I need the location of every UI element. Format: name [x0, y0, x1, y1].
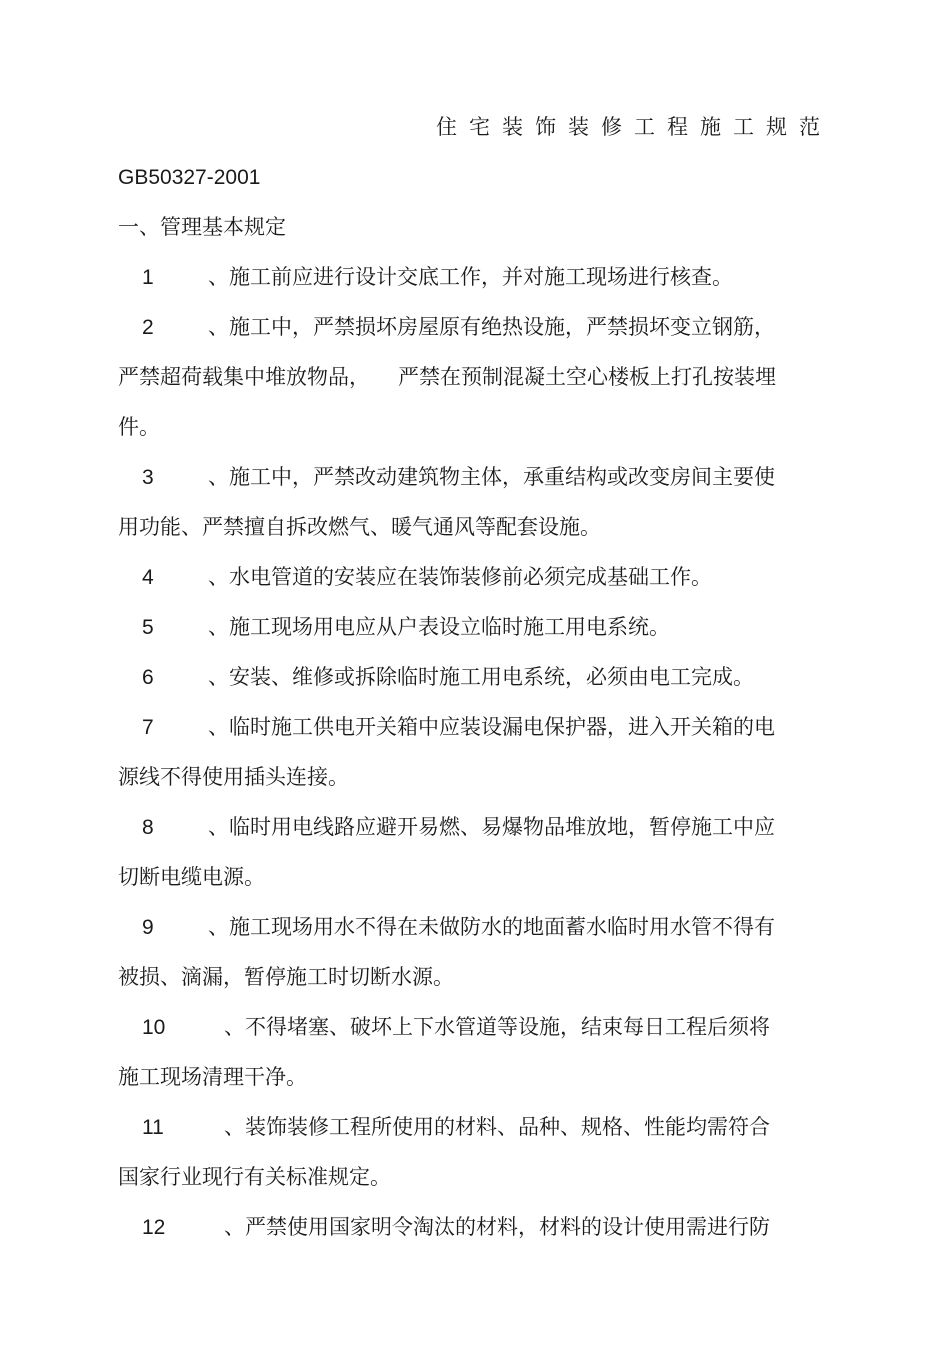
item-number: 9 [142, 916, 154, 939]
list-item-continuation [118, 762, 349, 792]
item-number: 12 [142, 1216, 166, 1239]
item-number: 6 [142, 666, 154, 689]
item-text: 施工现场清理干净。 [118, 1065, 307, 1089]
item-text: 用功能、严禁擅自拆改燃气、暖气通风等配套设施。 [118, 515, 601, 539]
list-item [118, 462, 775, 492]
item-text: 严禁在预制混凝土空心楼板上打孔按装埋 [398, 365, 776, 389]
item-text: 严禁超荷载集中堆放物品， [118, 365, 370, 389]
item-text: 、水电管道的安装应在装饰装修前必须完成基础工作。 [208, 565, 712, 589]
list-item [118, 1012, 770, 1042]
item-number: 5 [142, 616, 154, 639]
list-item [118, 562, 712, 592]
list-item [118, 1212, 770, 1242]
item-text: 国家行业现行有关标准规定。 [118, 1165, 391, 1189]
list-item-continuation [118, 1162, 391, 1192]
list-item-continuation [118, 862, 265, 892]
item-text: 、装饰装修工程所使用的材料、品种、规格、性能均需符合 [224, 1115, 770, 1139]
item-text: 源线不得使用插头连接。 [118, 765, 349, 789]
item-number: 1 [142, 266, 154, 289]
item-number: 4 [142, 566, 154, 589]
item-text: 、临时施工供电开关箱中应装设漏电保护器，进入开关箱的电 [208, 715, 775, 739]
item-number: 8 [142, 816, 154, 839]
item-number: 11 [142, 1116, 164, 1139]
list-item [118, 712, 775, 742]
list-item [118, 812, 775, 842]
item-text: 、不得堵塞、破坏上下水管道等设施，结束每日工程后须将 [224, 1015, 770, 1039]
list-item-continuation [118, 412, 160, 442]
section-heading: 一、管理基本规定 [118, 215, 286, 239]
standard-code: GB50327-2001 [118, 166, 261, 189]
list-item [118, 312, 775, 342]
list-item-continuation [118, 362, 776, 392]
item-text: 、施工现场用电应从户表设立临时施工用电系统。 [208, 615, 670, 639]
item-number: 2 [142, 316, 154, 339]
document-title: 住宅装饰装修工程施工规范 [436, 115, 832, 139]
list-item-continuation [118, 962, 454, 992]
item-text: 、施工中，严禁损坏房屋原有绝热设施，严禁损坏变立钢筋， [208, 315, 775, 339]
list-item-continuation [118, 512, 601, 542]
item-text: 、临时用电线路应避开易燃、易爆物品堆放地，暂停施工中应 [208, 815, 775, 839]
item-text: 件。 [118, 415, 160, 439]
list-item-continuation [118, 1062, 307, 1092]
item-number: 7 [142, 716, 154, 739]
list-item [118, 262, 733, 292]
item-text: 被损、滴漏，暂停施工时切断水源。 [118, 965, 454, 989]
item-text: 、施工现场用水不得在未做防水的地面蓄水临时用水管不得有 [208, 915, 775, 939]
item-text: 、严禁使用国家明令淘汰的材料，材料的设计使用需进行防 [224, 1215, 770, 1239]
item-text: 、安装、维修或拆除临时施工用电系统，必须由电工完成。 [208, 665, 754, 689]
item-text: 、施工前应进行设计交底工作，并对施工现场进行核查。 [208, 265, 733, 289]
list-item [118, 662, 754, 692]
item-text: 切断电缆电源。 [118, 865, 265, 889]
item-number: 3 [142, 466, 154, 489]
list-item [118, 912, 775, 942]
item-number: 10 [142, 1016, 166, 1039]
list-item [118, 612, 670, 642]
item-text: 、施工中，严禁改动建筑物主体，承重结构或改变房间主要使 [208, 465, 775, 489]
list-item [118, 1112, 770, 1142]
